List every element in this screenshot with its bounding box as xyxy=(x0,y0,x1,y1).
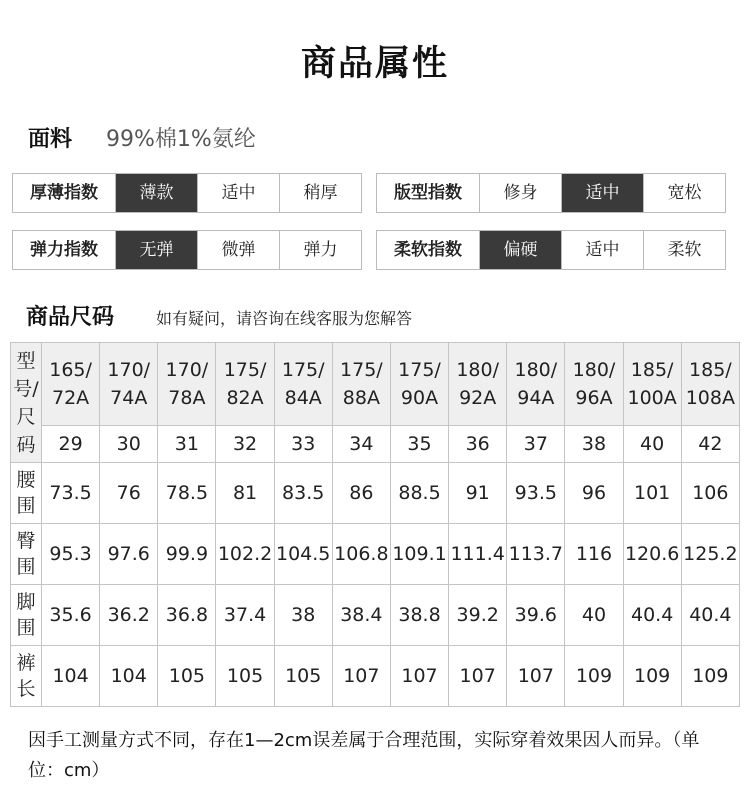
fabric-row xyxy=(28,122,256,153)
measure-cell: 109 xyxy=(681,646,739,707)
size-table xyxy=(10,342,740,707)
measure-cell: 97.6 xyxy=(100,524,158,585)
size-section-label: 商品尺码 xyxy=(26,305,115,330)
measure-cell: 39.2 xyxy=(449,585,507,646)
measure-cell: 99.9 xyxy=(158,524,216,585)
model-waist: 84A xyxy=(284,387,322,409)
measure-cell: 78.5 xyxy=(158,463,216,524)
attribute-label: 版型指数 xyxy=(394,183,462,203)
attribute-option: 适中 xyxy=(197,174,279,212)
model-height: 165/ xyxy=(49,359,92,381)
size-cell: 38 xyxy=(565,426,623,463)
attribute-option: 柔软 xyxy=(643,231,725,269)
table-row xyxy=(11,463,740,524)
model-height: 185/ xyxy=(630,359,674,381)
measure-cell: 40.4 xyxy=(623,585,681,646)
measure-cell: 105 xyxy=(216,646,274,707)
measure-cell: 107 xyxy=(507,646,565,707)
measure-cell: 37.4 xyxy=(216,585,274,646)
table-row xyxy=(11,343,740,426)
row-header-waist: 腰围 xyxy=(11,463,42,524)
measure-cell: 104.5 xyxy=(274,524,332,585)
model-cell xyxy=(623,343,681,426)
measure-cell: 88.5 xyxy=(390,463,448,524)
attribute-elasticity xyxy=(12,230,362,270)
size-cell: 33 xyxy=(274,426,332,463)
attribute-label: 柔软指数 xyxy=(394,240,462,260)
size-cell: 40 xyxy=(623,426,681,463)
size-cell: 31 xyxy=(158,426,216,463)
measure-cell: 104 xyxy=(100,646,158,707)
table-row xyxy=(11,646,740,707)
table-row xyxy=(11,426,740,463)
attribute-option: 适中 xyxy=(561,174,643,212)
measure-cell: 38.4 xyxy=(332,585,390,646)
measure-cell: 105 xyxy=(274,646,332,707)
measure-cell: 81 xyxy=(216,463,274,524)
measure-cell: 39.6 xyxy=(507,585,565,646)
measure-cell: 120.6 xyxy=(623,524,681,585)
measure-cell: 73.5 xyxy=(42,463,100,524)
model-height: 170/ xyxy=(165,359,209,381)
model-waist: 74A xyxy=(110,387,148,409)
size-section-note: 如有疑问，请咨询在线客服为您解答 xyxy=(156,309,413,328)
model-cell xyxy=(216,343,274,426)
model-waist: 82A xyxy=(226,387,264,409)
model-waist: 72A xyxy=(51,387,90,409)
attribute-softness xyxy=(376,230,726,270)
attribute-option: 微弹 xyxy=(197,231,279,269)
measure-cell: 38.8 xyxy=(390,585,448,646)
model-height: 175/ xyxy=(398,359,441,381)
attribute-thickness xyxy=(12,173,362,213)
model-waist: 90A xyxy=(400,387,439,409)
model-cell xyxy=(158,343,216,426)
model-height: 175/ xyxy=(223,359,267,381)
model-cell xyxy=(390,343,448,426)
measure-cell: 93.5 xyxy=(507,463,565,524)
model-height: 175/ xyxy=(340,359,383,381)
measure-cell: 40.4 xyxy=(681,585,739,646)
model-waist: 88A xyxy=(342,387,380,409)
table-row xyxy=(11,585,740,646)
model-height: 180/ xyxy=(572,359,616,381)
measure-cell: 101 xyxy=(623,463,681,524)
measure-cell: 107 xyxy=(332,646,390,707)
size-section-header xyxy=(26,300,412,331)
measure-cell: 104 xyxy=(42,646,100,707)
measure-cell: 107 xyxy=(449,646,507,707)
measure-cell: 106.8 xyxy=(332,524,390,585)
size-cell: 30 xyxy=(100,426,158,463)
attribute-option: 偏硬 xyxy=(479,231,561,269)
model-cell xyxy=(681,343,739,426)
model-cell xyxy=(332,343,390,426)
model-cell xyxy=(100,343,158,426)
fabric-value: 99%棉1%氨纶 xyxy=(106,127,256,152)
measure-cell: 76 xyxy=(100,463,158,524)
attribute-option: 无弹 xyxy=(115,231,197,269)
model-height: 185/ xyxy=(689,359,732,381)
size-cell: 37 xyxy=(507,426,565,463)
measure-cell: 36.8 xyxy=(158,585,216,646)
row-header-model-size: 型号/尺码 xyxy=(11,343,42,463)
size-cell: 34 xyxy=(332,426,390,463)
fabric-label: 面料 xyxy=(28,127,73,152)
row-header-length: 裤长 xyxy=(11,646,42,707)
attribute-fit xyxy=(376,173,726,213)
size-cell: 32 xyxy=(216,426,274,463)
measure-cell: 36.2 xyxy=(100,585,158,646)
model-waist: 78A xyxy=(168,387,206,409)
measure-cell: 125.2 xyxy=(681,524,739,585)
measure-cell: 113.7 xyxy=(507,524,565,585)
measure-cell: 109 xyxy=(623,646,681,707)
attribute-option: 稍厚 xyxy=(279,174,361,212)
measure-cell: 109.1 xyxy=(390,524,448,585)
model-waist: 94A xyxy=(517,387,555,409)
attribute-option: 宽松 xyxy=(643,174,725,212)
measure-cell: 96 xyxy=(565,463,623,524)
model-waist: 92A xyxy=(459,387,497,409)
model-waist: 96A xyxy=(575,387,613,409)
model-cell xyxy=(42,343,100,426)
measure-cell: 106 xyxy=(681,463,739,524)
footer-note: 因手工测量方式不同，存在1—2cm误差属于合理范围，实际穿着效果因人而异。（单位：cm） xyxy=(28,730,700,781)
row-header-hip: 臀围 xyxy=(11,524,42,585)
model-height: 180/ xyxy=(456,359,499,381)
table-row xyxy=(11,524,740,585)
measure-cell: 40 xyxy=(565,585,623,646)
measure-cell: 83.5 xyxy=(274,463,332,524)
attribute-option: 薄款 xyxy=(115,174,197,212)
model-height: 170/ xyxy=(107,359,151,381)
model-cell xyxy=(449,343,507,426)
size-cell: 35 xyxy=(390,426,448,463)
attribute-label: 厚薄指数 xyxy=(30,183,98,203)
measure-cell: 35.6 xyxy=(42,585,100,646)
measure-cell: 91 xyxy=(449,463,507,524)
model-waist: 108A xyxy=(685,387,735,409)
page-title: 商品属性 xyxy=(300,44,449,84)
attribute-label: 弹力指数 xyxy=(30,240,98,260)
row-header-hem: 脚围 xyxy=(11,585,42,646)
attribute-option: 修身 xyxy=(479,174,561,212)
size-cell: 36 xyxy=(449,426,507,463)
measure-cell: 38 xyxy=(274,585,332,646)
size-cell: 29 xyxy=(42,426,100,463)
model-cell xyxy=(274,343,332,426)
model-cell xyxy=(565,343,623,426)
model-height: 175/ xyxy=(281,359,325,381)
attribute-option: 适中 xyxy=(561,231,643,269)
model-height: 180/ xyxy=(514,359,558,381)
model-cell xyxy=(507,343,565,426)
measure-cell: 111.4 xyxy=(449,524,507,585)
size-cell: 42 xyxy=(681,426,739,463)
measure-cell: 86 xyxy=(332,463,390,524)
measure-cell: 105 xyxy=(158,646,216,707)
attribute-option: 弹力 xyxy=(279,231,361,269)
measure-cell: 107 xyxy=(390,646,448,707)
measure-cell: 102.2 xyxy=(216,524,274,585)
model-waist: 100A xyxy=(627,387,677,409)
measure-cell: 95.3 xyxy=(42,524,100,585)
measure-cell: 116 xyxy=(565,524,623,585)
measure-cell: 109 xyxy=(565,646,623,707)
